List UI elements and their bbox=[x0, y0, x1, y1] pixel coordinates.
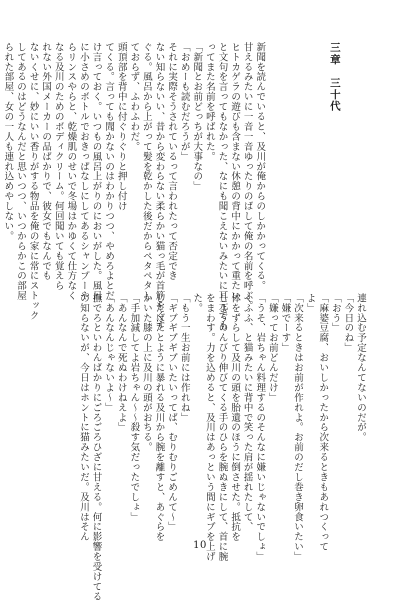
text-line: 体をずらして及川の頭を胎遺のほうに倒させた。抵抗を bbox=[229, 293, 241, 542]
text-line: ぐる。風呂から上がって髪を乾かした後だからペタペタし bbox=[140, 42, 152, 301]
text-line: それに実際そうされているって言われたって否定でき bbox=[166, 42, 178, 281]
text-line: ない知らないい、昔から変わらない柔らかい猫っ毛が首筋をくす bbox=[153, 42, 165, 331]
text-line: 「麻婆豆腐、おいしかったから次来るときもあれつくって bbox=[317, 293, 329, 552]
text-line: かいた膝の上に及川の頭がおちる。 bbox=[140, 293, 152, 453]
page-number: 10 bbox=[193, 540, 207, 551]
text-line: 撫でろといわんばかりにごろごろひざに甘える。何に影響を受けてる bbox=[90, 293, 102, 601]
text-line: 「もう一生お前には作れね」 bbox=[178, 293, 190, 423]
text-line: てくる。言っても聞かないのはわかりつつ、やめろよとだ bbox=[103, 42, 115, 301]
text-line: れない外国メーカーの品ばかりで、彼女でもなんでも bbox=[40, 42, 52, 281]
text-line: 「あんなんで死ぬわけねえよ」 bbox=[115, 293, 127, 433]
text-line: と文句を言ってもなかった、なにも聞こえないみたいに耳元でも bbox=[216, 42, 228, 331]
text-line: くふふ、と猫みたいに背中で笑った肩が揺れたして、 bbox=[241, 293, 253, 532]
text-line: 「嫌でーす」 bbox=[279, 293, 291, 353]
text-line: じたばたとように暴れる及川から腕を離すと、あぐらを bbox=[153, 293, 165, 542]
text-line: ないくせに、妙にいい香りがする物品を俺の家に常にストック bbox=[27, 42, 39, 321]
text-line: 「手加減してよ岩ちゃん〜〜殺す気だったでしょ」 bbox=[128, 293, 140, 522]
text-line: 「うそ、岩ちゃん料理するのそんなに嫌いじゃないでしょ」 bbox=[254, 293, 266, 562]
text-line: 「あんなんじゃないよ〜」 bbox=[103, 293, 115, 413]
text-line: らリンスやらと、乾燥肌のせいで冬場はかゆくて仕方なく bbox=[65, 42, 77, 301]
text-line: 連れ込む予定なんてないのだが。 bbox=[355, 293, 366, 443]
text-line: 頭頂部を背中に付ぐりぐりと押し付け bbox=[115, 42, 127, 212]
blank-line bbox=[290, 42, 303, 282]
text-line: の知らないが、今日はホントに猫みたいだ。及川はそん bbox=[77, 293, 89, 542]
text-line: 新聞を読んでいると、及川が俺からのしかかってくる。 bbox=[254, 42, 266, 291]
text-line: してあるのはどうなんだと思いつつ、いつからかこの部屋 bbox=[14, 42, 26, 301]
text-line: をまわす。力を込めると、及川はあっという間にギブを上げ bbox=[203, 293, 215, 562]
text-line: 「おう」 bbox=[329, 293, 341, 333]
text-line: ってまた名前を呼ばれた。 bbox=[203, 42, 215, 162]
text-line: られた部屋、女の一人も連れ込めやしない。 bbox=[2, 42, 14, 241]
text-line: 「おめーも読むだろうが」 bbox=[178, 42, 190, 162]
text-line: に小さめのボトルでおきっぱなしにしてあるシャンプーや bbox=[77, 42, 89, 301]
chapter-title: 三章 三十代 bbox=[328, 42, 341, 113]
text-line: 「ギブギブギブいたいってば、むりむりごめんて〜」 bbox=[166, 293, 178, 532]
text-line: なる及川のためのボディクリーム。何回聞いても覚えら bbox=[52, 42, 64, 291]
text-line: た。 bbox=[191, 293, 203, 313]
text-line: 「次来るときはお前が作れよ。お前のだし巻き卵食いたい」 bbox=[292, 293, 304, 562]
text-line: 「嫌ってお前どんだけ」 bbox=[266, 293, 278, 403]
text-line: しようのんびり伸びてくる手のひらを腕ぬきにして、首に腕 bbox=[216, 293, 228, 562]
text-line: 甘えるみたいに一音一音ゆったりのばして俺の名前を呼ぶ。 bbox=[241, 42, 253, 311]
text-line: 「新聞とお前どっちが大事なの」 bbox=[191, 42, 203, 192]
text-line: 「今日のね」 bbox=[342, 293, 354, 353]
text-line: ておらず、ふわふわだ。 bbox=[128, 42, 140, 152]
text-line: よ」 bbox=[304, 293, 316, 313]
text-line: け言っておく。いつもの風呂上がりのにおいがした。風呂 bbox=[90, 42, 102, 301]
text-line: ヒトカゲラの遊びも含まない休憩の背中にかかって重たい bbox=[229, 42, 241, 301]
